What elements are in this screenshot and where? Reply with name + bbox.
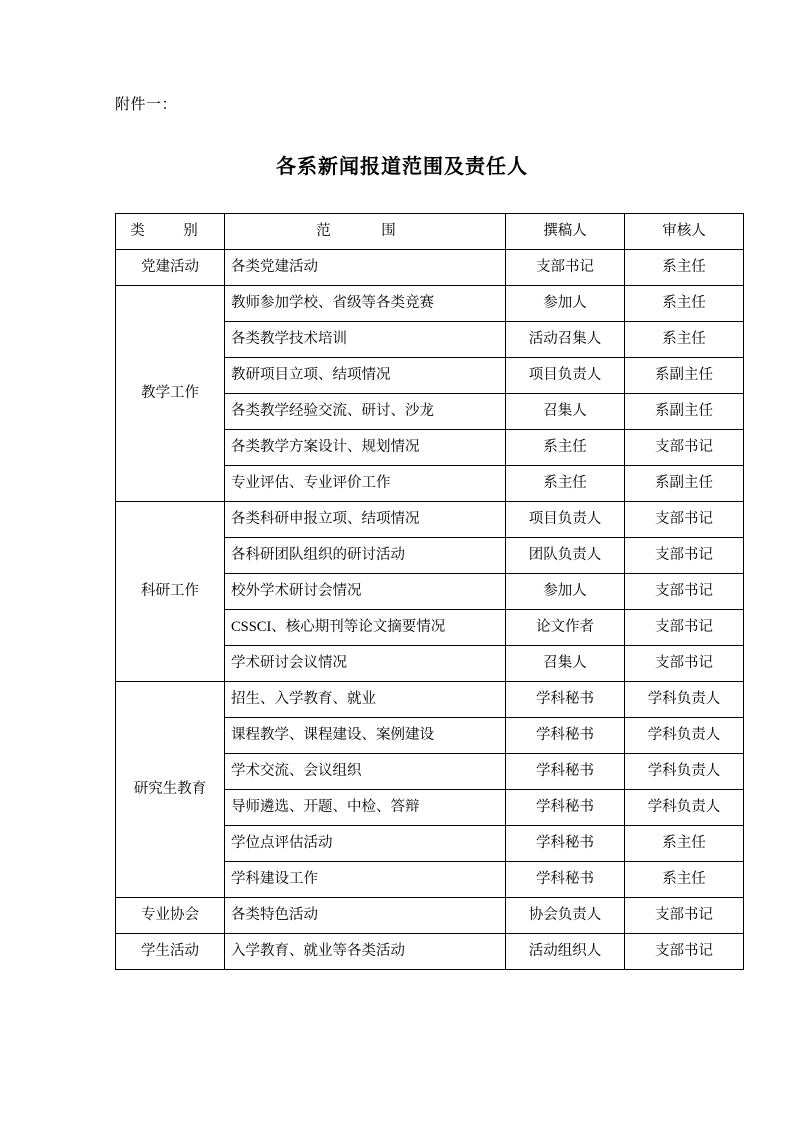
column-header-reviewer: 审核人 — [625, 214, 744, 250]
table-row — [116, 250, 744, 286]
reviewer-cell: 系主任 — [625, 250, 744, 286]
writer-cell: 学科秘书 — [506, 682, 625, 718]
writer-cell: 学科秘书 — [506, 718, 625, 754]
writer-cell: 学科秘书 — [506, 790, 625, 826]
news-scope-table — [115, 213, 744, 970]
scope-cell: 课程教学、课程建设、案例建设 — [225, 718, 506, 754]
scope-cell: 各类教学经验交流、研讨、沙龙 — [225, 394, 506, 430]
scope-cell: 学术研讨会议情况 — [225, 646, 506, 682]
reviewer-cell: 支部书记 — [625, 610, 744, 646]
table-header — [116, 214, 744, 250]
scope-cell: 学术交流、会议组织 — [225, 754, 506, 790]
reviewer-cell: 支部书记 — [625, 538, 744, 574]
category-cell: 教学工作 — [116, 286, 225, 502]
reviewer-cell: 系主任 — [625, 286, 744, 322]
column-header-scope: 范 围 — [225, 214, 506, 250]
reviewer-cell: 支部书记 — [625, 574, 744, 610]
reviewer-cell: 系主任 — [625, 826, 744, 862]
table-row — [116, 934, 744, 970]
reviewer-cell: 系主任 — [625, 322, 744, 358]
reviewer-cell: 支部书记 — [625, 430, 744, 466]
writer-cell: 活动召集人 — [506, 322, 625, 358]
scope-cell: 各类科研申报立项、结项情况 — [225, 502, 506, 538]
category-cell: 党建活动 — [116, 250, 225, 286]
writer-cell: 项目负责人 — [506, 502, 625, 538]
writer-cell: 学科秘书 — [506, 826, 625, 862]
reviewer-cell: 学科负责人 — [625, 718, 744, 754]
category-cell: 科研工作 — [116, 502, 225, 682]
scope-cell: 教研项目立项、结项情况 — [225, 358, 506, 394]
reviewer-cell: 支部书记 — [625, 646, 744, 682]
writer-cell: 论文作者 — [506, 610, 625, 646]
reviewer-cell: 学科负责人 — [625, 754, 744, 790]
table-row — [116, 502, 744, 538]
table-header-row — [116, 214, 744, 250]
reviewer-cell: 支部书记 — [625, 898, 744, 934]
scope-cell: 入学教育、就业等各类活动 — [225, 934, 506, 970]
writer-cell: 活动组织人 — [506, 934, 625, 970]
scope-cell: 各科研团队组织的研讨活动 — [225, 538, 506, 574]
writer-cell: 召集人 — [506, 394, 625, 430]
writer-cell: 项目负责人 — [506, 358, 625, 394]
reviewer-cell: 系副主任 — [625, 466, 744, 502]
reviewer-cell: 支部书记 — [625, 934, 744, 970]
table-body — [116, 250, 744, 970]
scope-cell: 导师遴选、开题、中检、答辩 — [225, 790, 506, 826]
writer-cell: 学科秘书 — [506, 754, 625, 790]
scope-cell: 各类特色活动 — [225, 898, 506, 934]
writer-cell: 参加人 — [506, 574, 625, 610]
scope-cell: 招生、入学教育、就业 — [225, 682, 506, 718]
scope-cell: 专业评估、专业评价工作 — [225, 466, 506, 502]
reviewer-cell: 支部书记 — [625, 502, 744, 538]
writer-cell: 学科秘书 — [506, 862, 625, 898]
scope-cell: 教师参加学校、省级等各类竞赛 — [225, 286, 506, 322]
writer-cell: 系主任 — [506, 430, 625, 466]
page-title: 各系新闻报道范围及责任人 — [276, 156, 528, 178]
category-cell: 研究生教育 — [116, 682, 225, 898]
writer-cell: 协会负责人 — [506, 898, 625, 934]
scope-cell: 学位点评估活动 — [225, 826, 506, 862]
scope-cell: 各类教学方案设计、规划情况 — [225, 430, 506, 466]
scope-cell: 学科建设工作 — [225, 862, 506, 898]
scope-cell: 各类党建活动 — [225, 250, 506, 286]
writer-cell: 参加人 — [506, 286, 625, 322]
reviewer-cell: 系主任 — [625, 862, 744, 898]
category-cell: 学生活动 — [116, 934, 225, 970]
writer-cell: 召集人 — [506, 646, 625, 682]
reviewer-cell: 系副主任 — [625, 358, 744, 394]
reviewer-cell: 系副主任 — [625, 394, 744, 430]
category-cell: 专业协会 — [116, 898, 225, 934]
reviewer-cell: 学科负责人 — [625, 790, 744, 826]
writer-cell: 团队负责人 — [506, 538, 625, 574]
reviewer-cell: 学科负责人 — [625, 682, 744, 718]
scope-cell: CSSCI、核心期刊等论文摘要情况 — [225, 610, 506, 646]
attachment-label: 附件一： — [115, 97, 178, 113]
column-header-category: 类 别 — [116, 214, 225, 250]
table-row — [116, 898, 744, 934]
table-row — [116, 682, 744, 718]
column-header-writer: 撰稿人 — [506, 214, 625, 250]
scope-cell: 校外学术研讨会情况 — [225, 574, 506, 610]
scope-cell: 各类教学技术培训 — [225, 322, 506, 358]
writer-cell: 系主任 — [506, 466, 625, 502]
writer-cell: 支部书记 — [506, 250, 625, 286]
table-row — [116, 286, 744, 322]
